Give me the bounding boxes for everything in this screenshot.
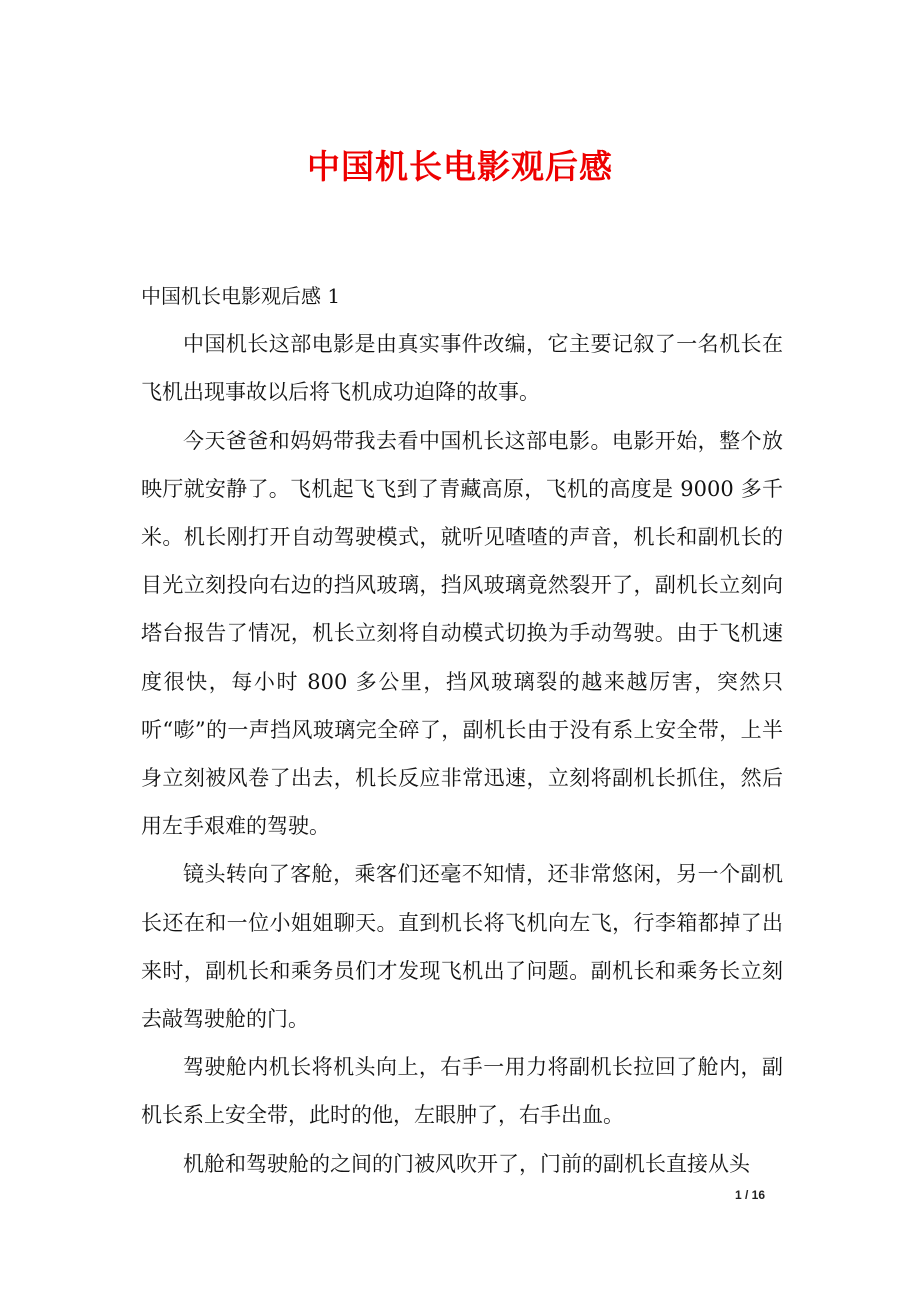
paragraph-1: 中国机长这部电影是由真实事件改编，它主要记叙了一名机长在飞机出现事故以后将飞机成功迫降的故事。 xyxy=(141,332,783,405)
document-body xyxy=(141,272,783,1188)
page-number: 1 / 16 xyxy=(734,1188,766,1202)
section-heading: 中国机长电影观后感 1 xyxy=(141,284,341,308)
paragraph-5: 机舱和驾驶舱的之间的门被风吹开了，门前的副机长直接从头 xyxy=(183,1151,750,1176)
paragraph-4: 驾驶舱内机长将机头向上，右手一用力将副机长拉回了舱内，副机长系上安全带，此时的他，左眼肿了，右手出血。 xyxy=(141,1055,783,1128)
paragraph-3: 镜头转向了客舱，乘客们还毫不知情，还非常悠闲，另一个副机长还在和一位小姐姐聊天。直到机长将飞机向左飞，行李箱都掉了出来时，副机长和乘务员们才发现飞机出了问题。副机长和乘务长立刻去敲驾驶舱的门。 xyxy=(141,862,783,1032)
document-title: 中国机长电影观后感 xyxy=(307,147,613,186)
paragraph-2: 今天爸爸和妈妈带我去看中国机长这部电影。电影开始，整个放映厅就安静了。飞机起飞飞到了青藏高原，飞机的高度是 9000 多千米。机长刚打开自动驾驶模式，就听见喳喳的声音，机长和副机长的目光立刻投向右边的挡风玻璃，挡风玻璃竟然裂开了，副机长立刻向塔台报告了情况，机长立刻将自动模式切换为手动驾驶。由于飞机速度很快，每小时 800 多公里，挡风玻璃裂的越来越厉害，突然只听“嘭”的一声挡风玻璃完全碎了，副机长由于没有系上安全带，上半身立刻被风卷了出去，机长反应非常迅速，立刻将副机长抓住，然后用左手艰难的驾驶。 xyxy=(141,428,783,839)
